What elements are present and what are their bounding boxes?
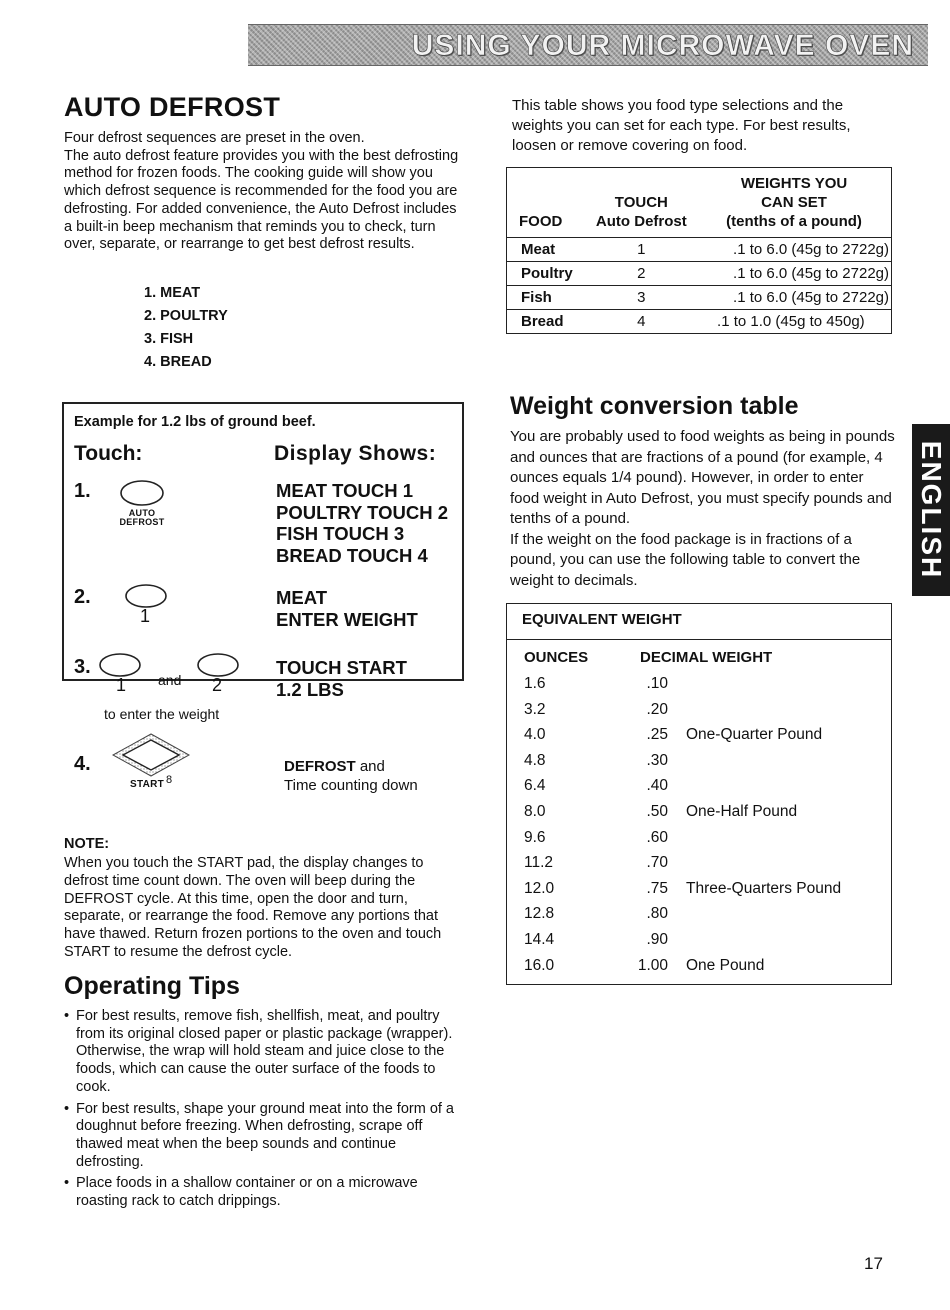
table-row [0,803,950,829]
page-number: 17 [864,1254,883,1273]
pad-label-line: DEFROST [119,517,165,527]
col-weights-line: WEIGHTS YOU [740,175,848,192]
touch-heading: Touch: [74,442,143,465]
food-cell: Bread [507,310,586,334]
note-heading: NOTE: [64,836,110,852]
col-ounces: OUNCES [524,649,589,666]
equivalent-weight-title: EQUIVALENT WEIGHT [506,603,892,640]
col-food [507,168,586,238]
display-line: MEAT TOUCH 1 [276,480,414,501]
touch-cell: 1 [586,238,697,262]
food-cell: Fish [507,286,586,310]
step-3-number: 3. [74,656,91,678]
enter-weight-caption: to enter the weight [104,706,220,722]
table-row [0,880,950,906]
display-line: Time counting down [284,777,418,794]
display-line: MEAT [276,587,328,608]
table-row [0,957,950,983]
table-row [0,854,950,880]
pad-label-line: AUTO [128,508,156,518]
auto-defrost-pad-label [108,509,176,527]
step-1-display [276,480,448,566]
table-row [0,905,950,931]
decimal-cell: .60 [646,828,668,846]
auto-defrost-intro [64,130,464,254]
intro-paragraph: If the weight on the food package is in fractions of a pound, you can use the following table to convert the weight to decimals. [510,530,861,589]
col-decimal-weight: DECIMAL WEIGHT [640,649,773,666]
and-text: and [158,672,182,688]
display-line: BREAD TOUCH 4 [276,544,428,566]
decimal-cell: .10 [646,675,668,692]
table-row [0,701,950,727]
display-line: 1.2 LBS [276,678,344,700]
display-defrost: DEFROST [284,758,356,775]
defrost-sequence-list [144,282,228,374]
decimal-cell: .80 [646,905,668,923]
operating-tips-heading: Operating Tips [64,972,240,1000]
display-and: and [355,758,385,775]
ounces-cell: 6.4 [524,777,546,795]
start-pad-digit: 8 [166,774,173,786]
ounces-cell: 12.0 [524,879,555,897]
pad-digit: 1 [140,606,151,626]
sequence-item: 1. MEAT [144,285,201,301]
decimal-cell: .40 [646,777,668,795]
table-row [507,262,892,286]
ounces-cell: 3.2 [524,700,546,718]
touch-cell: 3 [586,286,697,310]
weights-cell: .1 to 1.0 (45g to 450g) [697,310,891,334]
display-shows-heading: Display Shows: [274,442,437,465]
intro-line: Four defrost sequences are preset in the oven. [64,130,365,146]
display-line: ENTER WEIGHT [276,608,418,630]
decimal-cell: .25 [646,726,668,744]
col-touch-line: Auto Defrost [595,213,687,230]
sequence-item: 2. POULTRY [144,308,228,324]
touch-cell: 2 [586,262,697,286]
language-tab-label: ENGLISH [916,440,947,580]
col-weights-line: CAN SET [761,194,827,211]
auto-defrost-heading: AUTO DEFROST [64,92,281,122]
start-pad-label: START [130,779,165,790]
table-row [0,675,950,701]
display-line: FISH TOUCH 3 [276,523,405,544]
pad-digit: 1 [116,675,127,695]
table-row [507,310,892,334]
touch-cell: 4 [586,310,697,334]
sequence-item: 4. BREAD [144,354,212,370]
tip-item: • For best results, remove fish, shellfish, meat, and poultry from its original closed paper or plastic package (wrapper). Otherwise, the wrap will hold steam and juice close to the foods, which can cause the outer surface of the foods to cook. [64,1008,464,1097]
decimal-cell: .75 [646,879,668,897]
step-2-display [276,587,418,630]
step-1-number: 1. [74,480,91,502]
pad-digit: 2 [212,675,223,695]
ounces-cell: 14.4 [524,931,555,948]
step-4-number: 4. [74,753,91,775]
tip-item: • Place foods in a shallow container or on a microwave roasting rack to catch drippings. [64,1175,464,1210]
decimal-cell: .90 [646,931,668,948]
decimal-cell: .70 [646,854,668,872]
ounces-cell: 8.0 [524,803,546,820]
weights-cell: .1 to 6.0 (45g to 2722g) [697,286,891,310]
step-2-number: 2. [74,586,91,608]
fraction-label: One-Half Pound [686,803,798,820]
display-line: TOUCH START [276,657,407,678]
table-row [0,829,950,855]
col-touch [586,168,697,238]
ounces-cell: 16.0 [524,956,555,974]
weights-cell: .1 to 6.0 (45g to 2722g) [697,262,891,286]
weights-cell: .1 to 6.0 (45g to 2722g) [697,238,891,262]
tip-item: • For best results, shape your ground meat into the form of a doughnut before freezing. When defrosting, scrape off thawed meat when the beep sounds and continue defrosting. [64,1101,464,1172]
col-weights [697,168,891,238]
decimal-cell: .30 [646,751,668,769]
food-cell: Poultry [507,262,586,286]
banner-title: USING YOUR MICROWAVE OVEN [411,29,914,62]
weight-conversion-intro [510,427,895,591]
intro-paragraph: You are probably used to food weights as being in pounds and ounces that are fractions of a pound (for example, 4 ounces equals 1/4 pound). However, in order to enter food weight in Auto Defrost, you must specify pounds and tenths of a pound. [510,428,895,527]
col-weights-line: (tenths of a pound) [726,213,862,230]
operating-tips-list [64,1008,464,1215]
display-line: POULTRY TOUCH 2 [276,501,449,523]
auto-defrost-pad-icon [118,478,166,508]
decimal-cell: .20 [646,700,668,718]
language-tab [912,424,950,596]
food-table-intro: This table shows you food type selections and the weights you can set for each type. For best results, loosen or remove covering on food. [512,97,851,154]
ounces-cell: 4.8 [524,751,546,769]
header-banner [248,24,928,66]
ounces-cell: 4.0 [524,726,546,744]
ounces-cell: 9.6 [524,828,546,846]
fraction-label: One-Quarter Pound [686,726,823,744]
example-title: Example for 1.2 lbs of ground beef. [74,414,316,430]
table-header-row [507,168,892,238]
table-row [0,752,950,778]
fraction-label: One Pound [686,956,765,974]
ounces-cell: 12.8 [524,905,555,923]
table-row [0,726,950,752]
table-row [507,238,892,262]
food-weight-table [506,167,892,334]
note-body: When you touch the START pad, the display changes to defrost time count down. The oven will beep during the DEFROST cycle. At this time, open the door and turn, separate, or rearrange the food. Remove any portions that have thawed. Return frozen portions to the oven and touch START to resume the defrost cycle. [64,855,442,960]
col-food-label: FOOD [519,213,563,230]
intro-paragraph: The auto defrost feature provides you with the best defrosting method for frozen foods. The cooking guide will show you which defrost sequence is recommended for the food you are defrosting. For added convenience, the Auto Defrost includes a built-in beep mechanism that reminds you to check, turn over, separate, or rearrange to get best defrost results. [64,147,459,253]
decimal-cell: 1.00 [637,956,668,974]
decimal-cell: .50 [646,803,668,820]
fraction-label: Three-Quarters Pound [686,879,842,897]
ounces-cell: 11.2 [524,854,554,872]
col-touch-line: TOUCH [614,194,668,211]
ounces-cell: 1.6 [524,675,546,692]
table-row [507,286,892,310]
sequence-item: 3. FISH [144,331,194,347]
weight-conversion-heading: Weight conversion table [510,392,799,420]
table-row [0,931,950,957]
food-cell: Meat [507,238,586,262]
table-row [0,777,950,803]
